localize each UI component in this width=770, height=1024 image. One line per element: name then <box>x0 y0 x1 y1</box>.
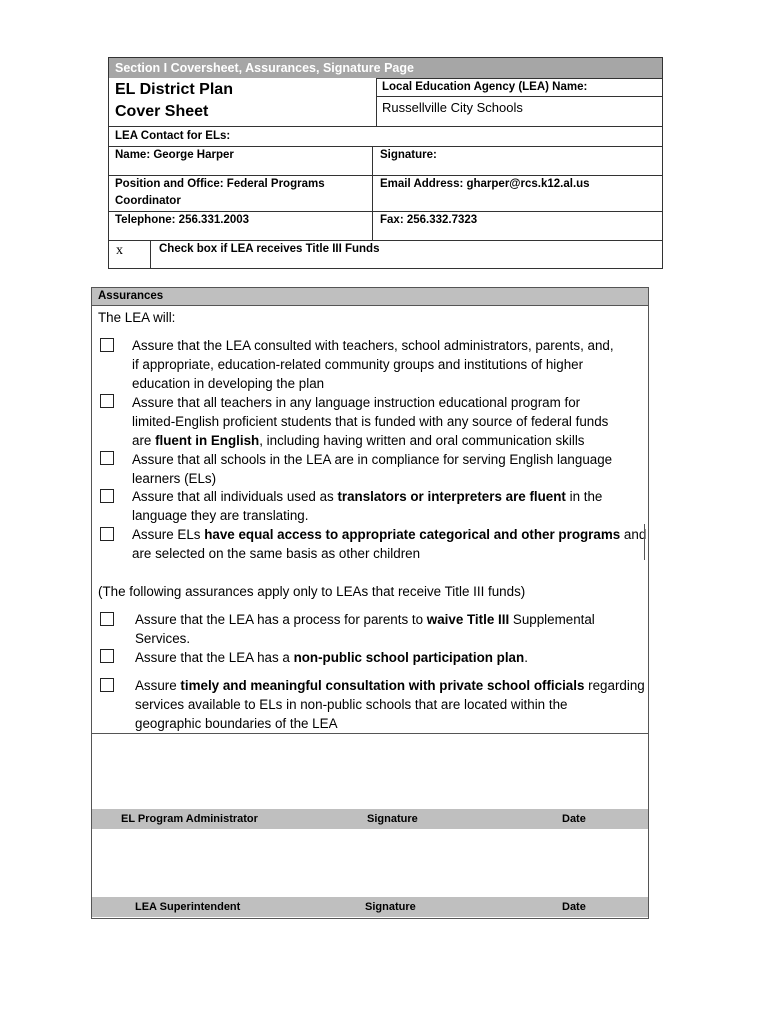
role-label: LEA Superintendent <box>135 901 241 913</box>
assurance-checkbox[interactable] <box>100 338 114 352</box>
title3-assurance-text: Assure that the LEA has a non-public school participation plan. <box>135 650 528 665</box>
assurance-text: Assure that all schools in the LEA are in compliance for serving English language learners (ELs) <box>132 452 613 486</box>
divider <box>92 733 648 734</box>
fax-field[interactable]: Fax: 256.332.7323 <box>380 214 478 226</box>
lea-name-value[interactable]: Russellville City Schools <box>382 100 523 115</box>
divider <box>644 524 645 560</box>
date-label: Date <box>562 813 586 825</box>
divider <box>109 126 662 127</box>
doc-title-line2: Cover Sheet <box>115 103 209 120</box>
contact-label: LEA Contact for ELs: <box>115 130 231 142</box>
signature-bar-admin <box>92 809 648 829</box>
assurance-checkbox[interactable] <box>100 489 114 503</box>
contact-name[interactable]: Name: George Harper <box>115 149 234 161</box>
telephone-field[interactable]: Telephone: 256.331.2003 <box>115 214 250 226</box>
position-line2[interactable]: Coordinator <box>115 195 181 207</box>
divider <box>376 78 377 126</box>
email-field[interactable]: Email Address: gharper@rcs.k12.al.us <box>380 178 590 190</box>
lea-name-label: Local Education Agency (LEA) Name: <box>382 81 588 93</box>
assurance-checkbox[interactable] <box>100 394 114 408</box>
title3-note: (The following assurances apply only to LEAs that receive Title III funds) <box>98 584 526 599</box>
signature-bar-superintendent <box>92 897 648 917</box>
assurances-intro: The LEA will: <box>98 310 176 325</box>
title3-assurance-text: Assure that the LEA has a process for parents to waive Title III Supplemental Services. <box>135 612 595 646</box>
assurance-checkbox[interactable] <box>100 527 114 541</box>
date-label: Date <box>562 901 586 913</box>
divider <box>372 146 373 240</box>
signature-label: Signature <box>367 813 418 825</box>
cover-sheet-table <box>108 57 663 269</box>
title3-assurance-checkbox[interactable] <box>100 678 114 692</box>
doc-title-line1: EL District Plan <box>115 81 233 98</box>
assurance-checkbox[interactable] <box>100 451 114 465</box>
divider <box>376 96 662 97</box>
title3-assurance-checkbox[interactable] <box>100 649 114 663</box>
title3-assurance-checkbox[interactable] <box>100 612 114 626</box>
divider <box>150 240 151 269</box>
assurance-text: Assure that all individuals used as translators or interpreters are fluent in the language they are translating. <box>132 489 603 523</box>
role-label: EL Program Administrator <box>121 813 258 825</box>
assurances-header: Assurances <box>92 288 648 306</box>
title3-checkbox[interactable]: x <box>116 243 123 258</box>
signature-label[interactable]: Signature: <box>380 149 437 161</box>
assurance-text: Assure ELs have equal access to appropriate categorical and other programs and are selected on the same basis as other children <box>132 527 647 561</box>
position-line1[interactable]: Position and Office: Federal Programs <box>115 178 325 190</box>
title3-assurance-text: Assure timely and meaningful consultation with private school officials regarding services available to ELs in non-public schools that are located within the geographic boundaries of the LEA <box>135 678 645 731</box>
title3-checkbox-label: Check box if LEA receives Title III Funds <box>159 243 380 255</box>
assurance-text: Assure that all teachers in any language instruction educational program for limited-English proficient students that is funded with any source of federal funds are fluent in English, including having written and oral communication skills <box>132 395 609 448</box>
assurance-text: Assure that the LEA consulted with teachers, school administrators, parents, and, if appropriate, education-related community groups and institutions of higher education in developing the plan <box>132 338 614 391</box>
section-header: Section I Coversheet, Assurances, Signature Page <box>109 58 662 78</box>
signature-label: Signature <box>365 901 416 913</box>
assurances-section <box>91 287 649 919</box>
